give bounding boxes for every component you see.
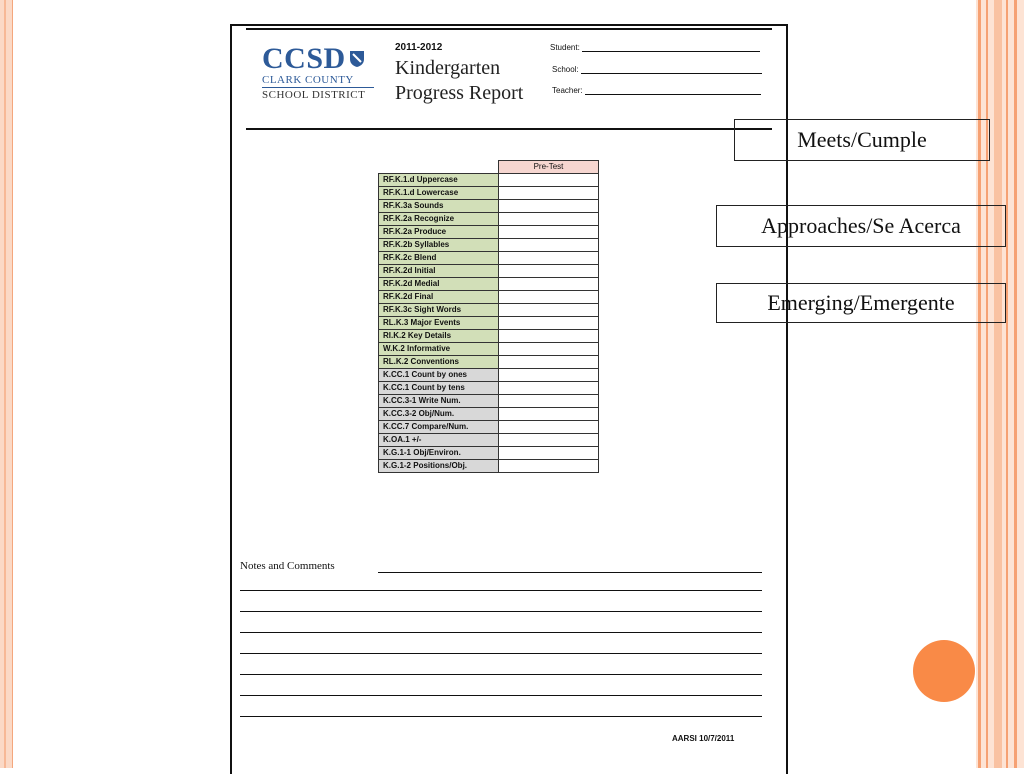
legend-emerging [716, 283, 1006, 323]
pre-test-cell[interactable] [499, 252, 599, 265]
table-row [379, 239, 599, 252]
table-row [379, 187, 599, 200]
pre-test-cell[interactable] [499, 434, 599, 447]
pre-test-cell[interactable] [499, 317, 599, 330]
right-decorative-border [976, 0, 1024, 768]
skill-label: RF.K.2b Syllables [379, 239, 499, 252]
skill-label: RF.K.3c Sight Words [379, 304, 499, 317]
skills-table [378, 160, 599, 473]
skill-label: K.CC.1 Count by ones [379, 369, 499, 382]
student-input-line[interactable] [582, 42, 760, 52]
pre-test-cell[interactable] [499, 447, 599, 460]
table-corner [379, 161, 499, 174]
pre-test-header: Pre-Test [499, 161, 599, 174]
table-row [379, 252, 599, 265]
skill-label: W.K.2 Informative [379, 343, 499, 356]
skill-label: RI.K.2 Key Details [379, 330, 499, 343]
teacher-input-line[interactable] [585, 85, 761, 95]
header-rule [246, 128, 772, 130]
notes-line[interactable] [240, 674, 762, 675]
notes-line[interactable] [240, 653, 762, 654]
table-row [379, 356, 599, 369]
title-line-1: Kindergarten [395, 57, 501, 79]
skill-label: RL.K.3 Major Events [379, 317, 499, 330]
pre-test-cell[interactable] [499, 291, 599, 304]
skill-label: RF.K.2a Recognize [379, 213, 499, 226]
table-row [379, 369, 599, 382]
student-field[interactable] [550, 42, 760, 52]
table-row [379, 278, 599, 291]
pre-test-cell[interactable] [499, 278, 599, 291]
skill-label: RF.K.2c Blend [379, 252, 499, 265]
pre-test-cell[interactable] [499, 174, 599, 187]
table-row [379, 447, 599, 460]
pre-test-cell[interactable] [499, 239, 599, 252]
skill-label: RF.K.3a Sounds [379, 200, 499, 213]
teacher-field[interactable] [552, 85, 761, 95]
logo-line-1: CLARK COUNTY [262, 74, 354, 86]
legend-approaches-label: Approaches/Se Acerca [761, 213, 961, 238]
skill-label: RF.K.2a Produce [379, 226, 499, 239]
pre-test-cell[interactable] [499, 343, 599, 356]
skill-label: K.OA.1 +/- [379, 434, 499, 447]
table-row [379, 330, 599, 343]
legend-approaches [716, 205, 1006, 247]
table-row [379, 434, 599, 447]
table-row [379, 421, 599, 434]
skill-label: RL.K.2 Conventions [379, 356, 499, 369]
pre-test-cell[interactable] [499, 369, 599, 382]
table-row [379, 395, 599, 408]
skill-label: K.G.1-2 Positions/Obj. [379, 460, 499, 473]
notes-line[interactable] [240, 632, 762, 633]
ccsd-logo [262, 44, 380, 101]
legend-emerging-label: Emerging/Emergente [767, 290, 955, 315]
pre-test-cell[interactable] [499, 226, 599, 239]
pre-test-cell[interactable] [499, 421, 599, 434]
left-decorative-border [0, 0, 13, 768]
logo-divider [262, 87, 374, 88]
pre-test-cell[interactable] [499, 408, 599, 421]
school-label: School: [552, 65, 579, 74]
pre-test-cell[interactable] [499, 382, 599, 395]
skill-label: RF.K.1.d Lowercase [379, 187, 499, 200]
skill-label: RF.K.2d Initial [379, 265, 499, 278]
pre-test-cell[interactable] [499, 304, 599, 317]
pre-test-cell[interactable] [499, 187, 599, 200]
pre-test-cell[interactable] [499, 213, 599, 226]
table-row [379, 265, 599, 278]
table-row [379, 460, 599, 473]
pre-test-cell[interactable] [499, 200, 599, 213]
notes-line[interactable] [240, 590, 762, 591]
shield-icon [349, 50, 365, 68]
pre-test-cell[interactable] [499, 265, 599, 278]
title-line-2: Progress Report [395, 82, 524, 104]
table-header-row [379, 161, 599, 174]
top-rule [246, 28, 772, 30]
legend-meets-label: Meets/Cumple [797, 127, 927, 152]
skill-label: K.CC.1 Count by tens [379, 382, 499, 395]
document-stamp: AARSI 10/7/2011 [672, 734, 735, 743]
progress-report-document [230, 24, 788, 774]
skill-label: RF.K.2d Final [379, 291, 499, 304]
student-label: Student: [550, 43, 580, 52]
skill-label: K.CC.3-2 Obj/Num. [379, 408, 499, 421]
table-row [379, 174, 599, 187]
table-row [379, 343, 599, 356]
skill-label: RF.K.2d Medial [379, 278, 499, 291]
notes-label: Notes and Comments [240, 560, 335, 572]
skill-label: K.G.1-1 Obj/Environ. [379, 447, 499, 460]
notes-line[interactable] [378, 572, 762, 573]
notes-line[interactable] [240, 695, 762, 696]
table-row [379, 317, 599, 330]
skill-label: K.CC.3-1 Write Num. [379, 395, 499, 408]
table-row [379, 408, 599, 421]
pre-test-cell[interactable] [499, 395, 599, 408]
pre-test-cell[interactable] [499, 356, 599, 369]
teacher-label: Teacher: [552, 86, 583, 95]
table-row [379, 200, 599, 213]
school-field[interactable] [552, 64, 762, 74]
legend-meets [734, 119, 990, 161]
logo-line-2: SCHOOL DISTRICT [262, 89, 366, 101]
school-input-line[interactable] [581, 64, 762, 74]
notes-line[interactable] [240, 716, 762, 717]
logo-abbr: CCSD [262, 42, 346, 75]
table-row [379, 291, 599, 304]
report-year: 2011-2012 [395, 42, 443, 53]
skill-label: K.CC.7 Compare/Num. [379, 421, 499, 434]
table-row [379, 304, 599, 317]
pre-test-cell[interactable] [499, 330, 599, 343]
report-title [395, 56, 523, 106]
table-row [379, 226, 599, 239]
notes-line[interactable] [240, 611, 762, 612]
orange-circle-decoration [913, 640, 975, 702]
table-row [379, 213, 599, 226]
pre-test-cell[interactable] [499, 460, 599, 473]
table-row [379, 382, 599, 395]
skill-label: RF.K.1.d Uppercase [379, 174, 499, 187]
